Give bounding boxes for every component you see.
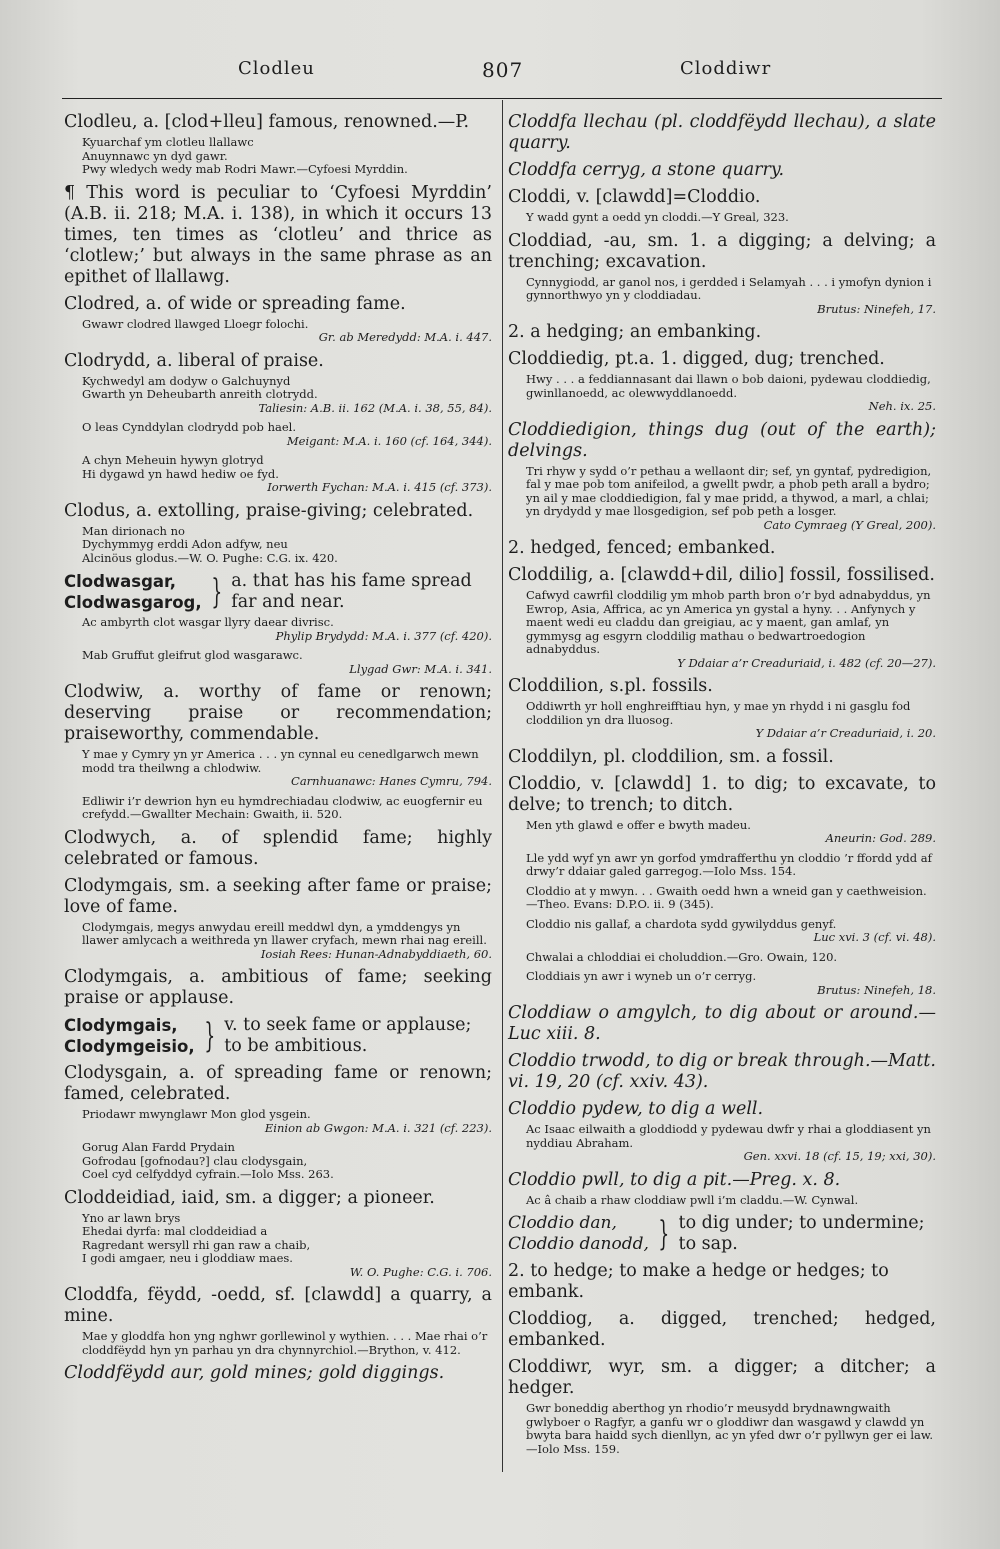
dictionary-entry bbox=[508, 349, 936, 414]
dictionary-entry bbox=[508, 1213, 936, 1255]
entry-phrase-definition: Cloddiaw o amgylch, to dig about or around.—Luc xiii. 8. bbox=[508, 1003, 936, 1044]
quotation-line: Y mae y Cymry yn yr America . . . yn cynnal eu cenedlgarwch mewn modd tra theilwng a chlodwiw. bbox=[82, 747, 479, 775]
dictionary-entry bbox=[64, 1141, 492, 1182]
citation: Taliesin: A.B. ii. 162 (M.A. i. 38, 55, 84). bbox=[258, 400, 492, 415]
entry-phrase-definition: Cloddio pydew, to dig a well. bbox=[508, 1099, 764, 1119]
dictionary-entry bbox=[508, 538, 936, 559]
quotation-line: Y wadd gynt a oedd yn cloddi.—Y Greal, 323. bbox=[526, 210, 789, 224]
quotation-line: Ac ambyrth clot wasgar llyry daear divrisc. bbox=[82, 615, 334, 629]
quotation-line: Ac Isaac eilwaith a gloddiodd y pydewau dwfr y rhai a gloddiasent yn nyddiau Abraham. bbox=[526, 1122, 931, 1150]
quotation bbox=[526, 918, 936, 932]
quotation-line: Gwawr clodred llawged Lloegr folochi. bbox=[82, 316, 309, 331]
citation: Meigant: M.A. i. 160 (cf. 164, 344). bbox=[286, 433, 492, 448]
entry-headword-definition: Cloddilyn, pl. cloddilion, sm. a fossil. bbox=[508, 746, 834, 767]
quotation-line: Gwarth yn Deheubarth anreith clotrydd. bbox=[82, 387, 318, 401]
quotation-line: Alcinöus glodus.—W. O. Pughe: C.G. ix. 420. bbox=[82, 550, 338, 565]
quotation-line: Gofrodau [gofnodau?] clau clodysgain, bbox=[82, 1153, 308, 1168]
paired-definition: a. that has his fame spread far and near. bbox=[231, 571, 472, 612]
citation: Brutus: Ninefeh, 18. bbox=[817, 982, 936, 997]
dictionary-entry bbox=[64, 1363, 492, 1384]
dictionary-entry bbox=[508, 420, 936, 533]
quotation-line: A chyn Meheuin hywyn glotryd bbox=[82, 453, 264, 467]
dictionary-entry bbox=[508, 1003, 936, 1045]
quotation bbox=[526, 589, 936, 657]
dictionary-entry bbox=[64, 1285, 492, 1357]
quotation-line: Ragredant wersyll rhi gan raw a chaib, bbox=[82, 1237, 311, 1252]
headword-pair bbox=[64, 571, 202, 613]
dictionary-entry bbox=[508, 1170, 936, 1208]
entry-phrase-definition: Cloddio pwll, to dig a pit.—Preg. x. 8. bbox=[508, 1169, 841, 1190]
dictionary-entry bbox=[508, 1261, 936, 1303]
quotation-line: Ehedai dyrfa: mal cloddeidiad a bbox=[82, 1224, 268, 1238]
quotation-line: Cloddiais yn awr i wyneb un o’r cerryg. bbox=[526, 969, 757, 983]
paired-headwords bbox=[64, 1015, 492, 1057]
dictionary-entry bbox=[64, 876, 492, 962]
entry-headword-definition: Cloddiwr, wyr, sm. a digger; a ditcher; a hedger. bbox=[508, 1357, 936, 1398]
dictionary-entry bbox=[64, 1015, 492, 1057]
quotation bbox=[82, 454, 492, 481]
citation: W. O. Pughe: C.G. i. 706. bbox=[349, 1264, 492, 1279]
left-column bbox=[64, 112, 492, 1390]
quotation bbox=[526, 1194, 936, 1208]
citation: Gr. ab Meredydd: M.A. i. 447. bbox=[318, 330, 492, 344]
quotation-line: I godi amgaer, neu i gloddiaw maes. bbox=[82, 1251, 293, 1265]
right-column bbox=[508, 112, 936, 1462]
citation: Luc xvi. 3 (cf. vi. 48). bbox=[813, 930, 936, 944]
paired-headword: Clodymgeisio, bbox=[64, 1037, 195, 1056]
quotation bbox=[526, 852, 936, 879]
quotation-line: Mab Gruffut gleifrut glod wasgarawc. bbox=[82, 648, 303, 662]
entry-phrase-definition: Cloddiedigion, things dug (out of the earth); delvings. bbox=[508, 419, 936, 461]
headword-pair bbox=[508, 1213, 649, 1255]
quotation-line: O leas Cynddylan clodrydd pob hael. bbox=[82, 420, 296, 434]
quotation bbox=[82, 1108, 492, 1122]
paired-headwords bbox=[508, 1213, 936, 1255]
quotation bbox=[526, 885, 936, 912]
dictionary-entry bbox=[508, 852, 936, 879]
citation: Neh. ix. 25. bbox=[868, 399, 936, 413]
quotation bbox=[526, 700, 936, 727]
quotation-line: Edliwir i’r dewrion hyn eu hymdrechiadau clodwiw, ac euogfernir eu crefydd.—Gwallter Mechain: Gwaith, ii. 520. bbox=[82, 793, 483, 821]
citation: Aneurin: God. 289. bbox=[825, 831, 936, 845]
brace-glyph: } bbox=[204, 1016, 215, 1056]
quotation-line: Lle ydd wyf yn awr yn gorfod ymdrafferthu yn cloddio ’r ffordd ydd af drwy’r ddaiar galed garregog.—Iolo Mss. 154. bbox=[526, 850, 932, 878]
dictionary-entry bbox=[64, 294, 492, 345]
citation: Phylip Brydydd: M.A. i. 377 (cf. 420). bbox=[275, 628, 492, 643]
dictionary-entry bbox=[508, 112, 936, 154]
entry-headword-definition: Clodrydd, a. liberal of praise. bbox=[64, 350, 324, 371]
entry-headword-definition: Clodymgais, sm. a seeking after fame or praise; love of fame. bbox=[64, 875, 492, 917]
quotation-line: Hwy . . . a feddiannasant dai llawn o bob daioni, pydewau cloddiedig, gwinllanoedd, ac olewwyddlanoedd. bbox=[526, 372, 931, 400]
entry-phrase-definition: Cloddfëydd aur, gold mines; gold diggings. bbox=[64, 1363, 445, 1383]
quotation bbox=[526, 1402, 936, 1456]
quotation-line: Pwy wledych wedy mab Rodri Mawr.—Cyfoesi Myrddin. bbox=[82, 162, 408, 176]
quotation-line: Cafwyd cawrfil cloddilig ym mhob parth bron o’r byd adnabyddus, yn Ewrop, Asia, Affrica, ac yn America yn gystal a hyny. . . Anfynych y maent wedi eu claddu dan greigiau, ac y maent, gan amlaf, yn gymmysg ag esgyrn cloddilig mathau o bedwartroedogion adnabyddus. bbox=[526, 588, 931, 656]
paired-headword: Clodwasgarog, bbox=[64, 593, 202, 612]
quotation-line: Gwr boneddig aberthog yn rhodio’r meusydd brydnawngwaith gwlyboer o Ragfyr, a ganfu wr o gloddiwr dan wasgawd y clawdd yn bwyta bara haidd sych dienllyn, ac yn yfed dwr o’r pyllwyn ger ei law.—Iolo Mss. 159. bbox=[526, 1401, 934, 1456]
dictionary-entry bbox=[64, 682, 492, 789]
entry-headword-definition: Cloddilion, s.pl. fossils. bbox=[508, 676, 713, 696]
entry-headword-definition: Clodleu, a. [clod+lleu] famous, renowned.—P. bbox=[64, 112, 470, 132]
dictionary-entry bbox=[64, 501, 492, 566]
page-number: 807 bbox=[482, 58, 524, 82]
dictionary-entry bbox=[508, 747, 936, 768]
paired-headword: Clodymgais, bbox=[64, 1016, 178, 1035]
quotation-line: Ac â chaib a rhaw cloddiaw pwll i’m claddu.—W. Cynwal. bbox=[526, 1192, 859, 1207]
dictionary-entry bbox=[64, 828, 492, 870]
dictionary-entry bbox=[64, 1188, 492, 1280]
dictionary-entry bbox=[64, 795, 492, 822]
quotation-line: Cloddio nis gallaf, a chardota sydd gywilyddus genyf. bbox=[526, 916, 837, 931]
quotation-line: Gorug Alan Fardd Prydain bbox=[82, 1140, 235, 1154]
headword-pair bbox=[64, 1015, 195, 1057]
dictionary-entry bbox=[508, 1357, 936, 1456]
entry-sense: 2. hedged, fenced; embanked. bbox=[508, 538, 776, 558]
quotation bbox=[82, 616, 492, 630]
dictionary-entry bbox=[64, 351, 492, 416]
dictionary-entry bbox=[64, 421, 492, 448]
dictionary-entry bbox=[508, 1099, 936, 1164]
entry-headword-definition: Cloddiad, -au, sm. 1. a digging; a delving; a trenching; excavation. bbox=[508, 230, 936, 272]
dictionary-entry bbox=[64, 112, 492, 177]
entry-headword-definition: Clodus, a. extolling, praise-giving; celebrated. bbox=[64, 500, 474, 521]
quotation bbox=[82, 1330, 492, 1357]
quotation bbox=[82, 748, 492, 775]
header-rule bbox=[62, 98, 942, 99]
quotation bbox=[82, 136, 492, 177]
quotation-line: Kyuarchaf ym clotleu llallawc bbox=[82, 135, 254, 149]
citation: Iosiah Rees: Hunan-Adnabyddiaeth, 60. bbox=[260, 946, 492, 961]
quotation bbox=[82, 525, 492, 566]
quotation bbox=[526, 970, 936, 984]
dictionary-entry bbox=[64, 1063, 492, 1135]
running-head-left: Clodleu bbox=[238, 58, 315, 79]
citation: Einion ab Gwgon: M.A. i. 321 (cf. 223). bbox=[264, 1120, 492, 1135]
dictionary-entry bbox=[508, 1051, 936, 1093]
column-divider bbox=[502, 100, 503, 1472]
entry-phrase-definition: Cloddio trwodd, to dig or break through.—Matt. vi. 19, 20 (cf. xxiv. 43). bbox=[508, 1051, 936, 1092]
quotation bbox=[526, 951, 936, 965]
quotation bbox=[82, 795, 492, 822]
citation: Brutus: Ninefeh, 17. bbox=[817, 301, 936, 316]
dictionary-entry bbox=[64, 967, 492, 1009]
quotation-line: Dychymmyg erddi Adon adfyw, neu bbox=[82, 537, 288, 551]
entry-headword-definition: Cloddilig, a. [clawdd+dil, dilio] fossil, fossilised. bbox=[508, 565, 935, 585]
entry-headword-definition: Cloddio, v. [clawdd] 1. to dig; to excavate, to delve; to trench; to ditch. bbox=[508, 773, 936, 815]
quotation-line: Cynnygiodd, ar ganol nos, i gerdded i Selamyah . . . i ymofyn dynion i gynnorthwyo yn y cloddiadau. bbox=[526, 274, 932, 302]
dictionary-entry bbox=[508, 885, 936, 912]
paired-headwords bbox=[64, 571, 492, 613]
dictionary-entry bbox=[508, 970, 936, 997]
dictionary-entry bbox=[508, 187, 936, 225]
dictionary-entry bbox=[64, 454, 492, 495]
quotation bbox=[526, 465, 936, 519]
entry-headword-definition: Cloddfa, fëydd, -oedd, sf. [clawdd] a quarry, a mine. bbox=[64, 1285, 492, 1326]
quotation bbox=[82, 649, 492, 663]
dictionary-entry bbox=[64, 571, 492, 643]
quotation bbox=[82, 921, 492, 948]
citation: Carnhuanawc: Hanes Cymru, 794. bbox=[291, 774, 492, 788]
quotation-line: Oddiwrth yr holl enghreifftiau hyn, y mae yn rhydd i ni gasglu fod cloddilion yn dra lluosog. bbox=[526, 699, 911, 727]
dictionary-entry bbox=[508, 565, 936, 670]
quotation-line: Man dirionach no bbox=[82, 523, 185, 538]
paired-definition: v. to seek fame or applause; to be ambitious. bbox=[224, 1015, 472, 1056]
dictionary-entry bbox=[508, 918, 936, 945]
dictionary-entry bbox=[508, 160, 936, 181]
quotation-line: Kychwedyl am dodyw o Galchuynyd bbox=[82, 373, 291, 388]
citation: Llygad Gwr: M.A. i. 341. bbox=[349, 661, 492, 676]
quotation bbox=[82, 421, 492, 435]
quotation-line: Men yth glawd e offer e bwyth madeu. bbox=[526, 817, 751, 832]
entry-headword-definition: Cloddi, v. [clawdd]=Cloddio. bbox=[508, 187, 761, 207]
paired-headword: Cloddio dan, bbox=[508, 1213, 617, 1233]
quotation-line: Yno ar lawn brys bbox=[82, 1210, 181, 1225]
dictionary-entry bbox=[508, 322, 936, 343]
entry-headword-definition: Clodwych, a. of splendid fame; highly celebrated or famous. bbox=[64, 827, 492, 869]
quotation bbox=[82, 375, 492, 402]
dictionary-entry bbox=[508, 231, 936, 317]
citation: Iorwerth Fychan: M.A. i. 415 (cf. 373). bbox=[267, 480, 492, 494]
quotation bbox=[526, 276, 936, 303]
quotation bbox=[526, 373, 936, 400]
dictionary-entry bbox=[64, 183, 492, 288]
entry-sense: 2. to hedge; to make a hedge or hedges; to embank. bbox=[508, 1261, 889, 1302]
citation: Gen. xxvi. 18 (cf. 15, 19; xxi, 30). bbox=[743, 1149, 936, 1163]
running-head-right: Cloddiwr bbox=[680, 58, 772, 79]
quotation-line: Clodymgais, megys anwydau ereill meddwl dyn, a ymddengys yn llawer amlycach a weithreda yn llawer cryfach, mewn rhai nag ereill. bbox=[82, 919, 487, 947]
quotation-line: Anuynnawc yn dyd gawr. bbox=[82, 148, 228, 163]
dictionary-entry bbox=[64, 649, 492, 676]
brace-glyph: } bbox=[211, 572, 222, 612]
entry-headword-definition: Cloddeidiad, iaid, sm. a digger; a pioneer. bbox=[64, 1187, 435, 1208]
paired-headword: Cloddio danodd, bbox=[508, 1234, 649, 1254]
dictionary-entry bbox=[508, 676, 936, 741]
entry-phrase-definition: Cloddfa llechau (pl. cloddfëydd llechau), a slate quarry. bbox=[508, 112, 936, 153]
quotation bbox=[526, 1123, 936, 1150]
dictionary-entry bbox=[508, 1309, 936, 1351]
paired-headword: Clodwasgar, bbox=[64, 572, 177, 591]
citation: Y Ddaiar a’r Creaduriaid, i. 20. bbox=[755, 726, 936, 740]
quotation bbox=[82, 318, 492, 332]
quotation bbox=[82, 1141, 492, 1182]
quotation bbox=[82, 1212, 492, 1266]
entry-headword-definition: Clodysgain, a. of spreading fame or renown; famed, celebrated. bbox=[64, 1063, 492, 1104]
quotation-line: Coel cyd celfyddyd cyfrain.—Iolo Mss. 263. bbox=[82, 1167, 334, 1181]
quotation bbox=[526, 819, 936, 833]
quotation bbox=[526, 211, 936, 225]
paired-definition: to dig under; to undermine; to sap. bbox=[678, 1213, 925, 1254]
entry-headword-definition: Clodymgais, a. ambitious of fame; seeking praise or applause. bbox=[64, 967, 492, 1008]
editorial-note: ¶ This word is peculiar to ‘Cyfoesi Myrddin’ (A.B. ii. 218; M.A. i. 138), in which it occurs 13 times, ten times as ‘clotleu’ and thrice as ‘clotlew;’ but always in the same phrase as an epithet of llallawg. bbox=[64, 182, 492, 287]
entry-headword-definition: Clodred, a. of wide or spreading fame. bbox=[64, 293, 406, 314]
citation: Y Ddaiar a’r Creaduriaid, i. 482 (cf. 20—27). bbox=[677, 655, 936, 670]
entry-headword-definition: Cloddiedig, pt.a. 1. digged, dug; trenched. bbox=[508, 349, 885, 369]
quotation-line: Hi dygawd yn hawd hediw oe fyd. bbox=[82, 466, 279, 481]
quotation-line: Chwalai a chloddiai ei choluddion.—Gro. Owain, 120. bbox=[526, 949, 838, 964]
entry-headword-definition: Clodwiw, a. worthy of fame or renown; deserving praise or recommendation; praiseworthy, commendable. bbox=[64, 682, 492, 744]
quotation-line: Priodawr mwynglawr Mon glod ysgein. bbox=[82, 1107, 311, 1121]
entry-sense: 2. a hedging; an embanking. bbox=[508, 322, 762, 342]
brace-glyph: } bbox=[658, 1214, 670, 1254]
citation: Cato Cymraeg (Y Greal, 200). bbox=[763, 517, 936, 532]
quotation-line: Cloddio at y mwyn. . . Gwaith oedd hwn a wneid gan y caethweision.—Theo. Evans: D.P.O. ii. 9 (345). bbox=[526, 883, 927, 911]
dictionary-entry bbox=[508, 774, 936, 846]
quotation-line: Tri rhyw y sydd o’r pethau a wellaont dir; sef, yn gyntaf, pydredigion, fal y mae pob tom anifeilod, a gwellt pwdr, a phob peth arall a bydro; yn ail y mae cloddiedigion, fal y mae pridd, a thywod, a marl, a chlai; yn drydydd y mae llosgedigion, sef pob peth a losger. bbox=[526, 463, 932, 518]
entry-phrase-definition: Cloddfa cerryg, a stone quarry. bbox=[508, 160, 785, 180]
dictionary-entry bbox=[508, 951, 936, 965]
entry-headword-definition: Cloddiog, a. digged, trenched; hedged, embanked. bbox=[508, 1309, 936, 1350]
quotation-line: Mae y gloddfa hon yng nghwr gorllewinol y wythien. . . . Mae rhai o’r cloddfëydd hyn yn parhau yn dra chynnyrchiol.—Brython, v. 412. bbox=[82, 1329, 488, 1357]
